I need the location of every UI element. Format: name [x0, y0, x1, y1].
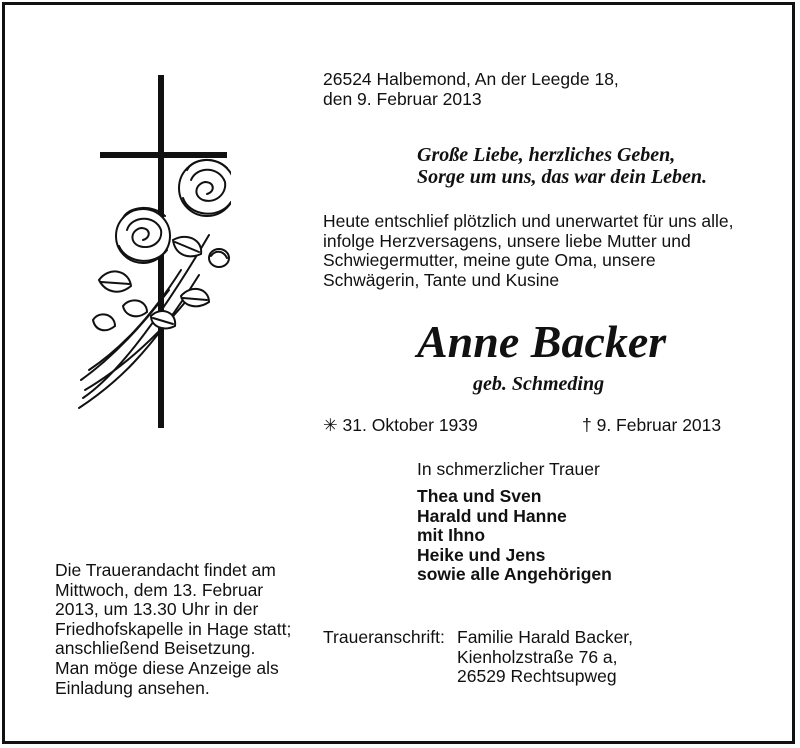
intro-line: Heute entschlief plötzlich und unerwartet für uns alle, [323, 211, 734, 231]
mourners-list [417, 487, 612, 585]
death-date: † 9. Februar 2013 [582, 415, 722, 435]
quote-line-1: Große Liebe, herzliches Geben, [417, 144, 676, 166]
mourner-name: sowie alle Angehörigen [417, 564, 612, 585]
service-line: Einladung ansehen. [55, 677, 210, 698]
mourner-name: Harald und Hanne [417, 505, 567, 526]
contact-line: Familie Harald Backer, [457, 627, 634, 647]
contact-line: 26529 Rechtsupweg [457, 666, 617, 687]
birth-date: ✳ 31. Oktober 1939 [323, 415, 478, 435]
deceased-name: Anne Backer [417, 316, 667, 367]
contact-line: Kienholzstraße 76 a, [457, 646, 618, 667]
quote-line-2: Sorge um uns, das war dein Leben. [417, 166, 708, 188]
mourner-name: Heike und Jens [417, 544, 546, 565]
cross-with-roses-icon [69, 70, 231, 430]
contact-label: Traueranschrift: [323, 627, 445, 647]
obituary-notice [2, 2, 795, 744]
service-info [55, 561, 291, 698]
maiden-name: geb. Schmeding [473, 373, 605, 395]
mourning-intro: In schmerzlicher Trauer [417, 459, 600, 479]
mourner-name: mit Ihno [417, 525, 486, 546]
intro-line: Schwägerin, Tante und Kusine [323, 269, 560, 290]
service-line: Die Trauerandacht findet am [55, 560, 276, 580]
service-line: Man möge diese Anzeige als [55, 657, 279, 678]
intro-paragraph [323, 212, 734, 290]
intro-line: Schwiegermutter, meine gute Oma, unsere [323, 250, 656, 271]
intro-line: infolge Herzversagens, unsere liebe Mutter und [323, 230, 691, 251]
date-line: den 9. Februar 2013 [323, 89, 482, 109]
service-line: Mittwoch, dem 13. Februar [55, 579, 264, 600]
service-line: Friedhofskapelle in Hage statt; [55, 618, 292, 639]
contact-address [457, 628, 633, 687]
place-line: 26524 Halbemond, An der Leegde 18, [323, 69, 619, 89]
service-line: 2013, um 13.30 Uhr in der [55, 599, 259, 620]
mourner-name: Thea und Sven [417, 486, 542, 506]
service-line: anschließend Beisetzung. [55, 638, 256, 659]
